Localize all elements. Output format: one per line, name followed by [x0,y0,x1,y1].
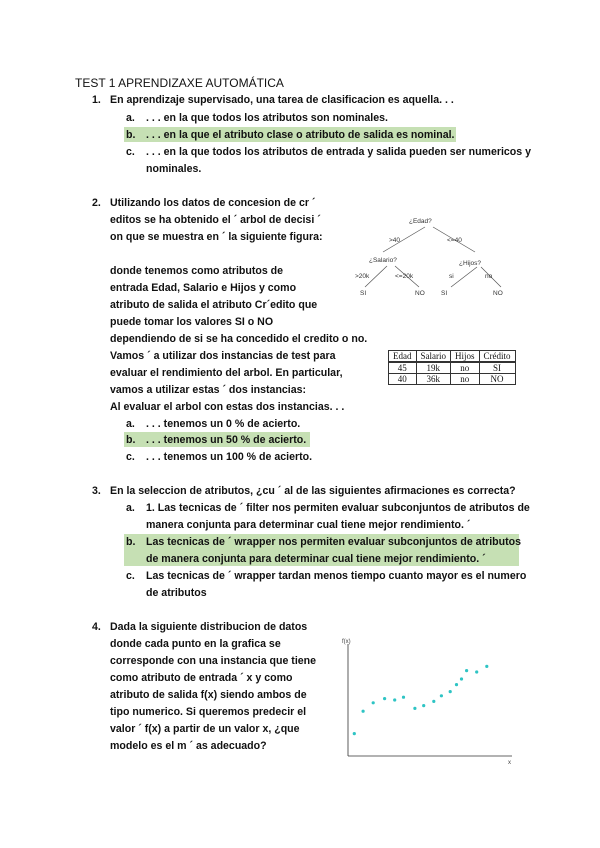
table-cell: 45 [389,362,417,374]
table-header-cell: Salario [416,351,451,363]
question-text: modelo es el m ´ as adecuado? [110,740,267,752]
table-header-row [389,351,516,363]
option-letter: b. [126,536,136,548]
tree-leaf: NO [415,290,425,297]
scatter-point [362,710,365,713]
table-header-cell: Edad [389,351,417,363]
scatter-point [422,704,425,707]
table-row [389,362,516,374]
option-c-text: . . . en la que todos los atributos de entrada y salida pueden ser numericos y [146,146,532,158]
tree-node-hijos: ¿Hijos? [459,260,482,267]
question-text: Vamos ´ a utilizar dos instancias de test para [110,350,336,362]
option-letter: a. [126,112,135,124]
option-letter: a. [126,418,135,430]
table-cell: 19k [416,362,451,374]
table-cell: 36k [416,374,451,385]
option-c-text: Las tecnicas de ´ wrapper tardan menos tiempo cuanto mayor es el numero [146,570,527,582]
table-header-cell: Hijos [451,351,480,363]
scatter-point [372,701,375,704]
question-text: atributo de salida el atributo Cr´edito que [110,299,318,311]
table-cell: 40 [389,374,417,385]
question-number: 4. [92,621,101,633]
page-title: TEST 1 APRENDIZAXE AUTOMÁTICA [75,76,284,90]
table-cell: no [451,362,480,374]
instances-table [388,350,516,385]
scatter-point [393,698,396,701]
question-text: tipo numerico. Si queremos predecir el [110,706,307,718]
option-a-text: . . . en la que todos los atributos son nominales. [146,112,388,124]
question-text: Al evaluar el arbol con estas dos instancias. . . [110,401,345,413]
x-axis-label: x [508,760,511,766]
question-text: entrada Edad, Salario e Hijos y como [110,282,297,294]
scatter-plot [336,634,518,766]
tree-edge-label: no [485,273,493,280]
question-text: donde cada punto en la grafica se [110,638,281,650]
scatter-point [413,707,416,710]
option-b-text: . . . tenemos un 50 % de acierto. [146,434,307,446]
option-c-text: . . . tenemos un 100 % de acierto. [146,451,313,463]
tree-edge-label: si [449,273,454,280]
y-axis-label: f(x) [342,639,351,645]
question-text: como atributo de entrada ´ x y como [110,672,293,684]
scatter-point [449,690,452,693]
question-number: 2. [92,197,101,209]
question-text: donde tenemos como atributos de [110,265,284,277]
option-b-text: Las tecnicas de ´ wrapper nos permiten evaluar subconjuntos de atributos [146,536,521,548]
option-letter: b. [126,434,136,446]
table-header-cell: Crédito [479,351,515,363]
decision-tree-diagram [345,210,520,302]
scatter-point [465,669,468,672]
question-text: evaluar el rendimiento del arbol. En particular, [110,367,343,379]
scatter-point [460,677,463,680]
tree-node-root: ¿Edad? [409,218,432,225]
table-cell: no [451,374,480,385]
option-b-text: . . . en la que el atributo clase o atributo de salida es nominal. [146,129,455,141]
option-b-text: de manera conjunta para determinar cual tiene mejor rendimiento. ´ [146,553,486,565]
question-text: Dada la siguiente distribucion de datos [110,621,308,633]
option-letter: a. [126,502,135,514]
question-number: 3. [92,485,101,497]
question-text: corresponde con una instancia que tiene [110,655,317,667]
tree-edge-label: <=40 [447,237,462,244]
question-stem: En la seleccion de atributos, ¿cu ´ al de las siguientes afirmaciones es correcta? [110,485,516,497]
table-row [389,374,516,385]
tree-edge-label: >20k [355,273,370,280]
question-number: 1. [92,94,101,106]
scatter-point [485,665,488,668]
table-cell: SI [479,362,515,374]
option-a-text: . . . tenemos un 0 % de acierto. [146,418,301,430]
scatter-point [402,696,405,699]
question-text: editos se ha obtenido el ´ arbol de decisi ´ [110,214,321,226]
scatter-point [383,697,386,700]
tree-edge-label: <=20k [395,273,414,280]
table-cell: NO [479,374,515,385]
scatter-point [432,700,435,703]
option-a-text: manera conjunta para determinar cual tiene mejor rendimiento. ´ [146,519,471,531]
scatter-point [353,732,356,735]
option-letter: b. [126,129,136,141]
option-letter: c. [126,146,135,158]
option-a-text: 1. Las tecnicas de ´ filter nos permiten evaluar subconjuntos de atributos de [146,502,530,514]
question-text: valor ´ f(x) a partir de un valor x, ¿que [110,723,300,735]
question-text: dependiendo de si se ha concedido el credito o no. [110,333,368,345]
tree-edge-label: >40 [389,237,401,244]
option-letter: c. [126,570,135,582]
option-c-text: nominales. [146,163,202,175]
question-text: Utilizando los datos de concesion de cr ´ [110,197,316,209]
scatter-point [475,670,478,673]
tree-node-salario: ¿Salario? [369,257,397,264]
tree-leaf: SI [360,290,367,297]
scatter-point [440,694,443,697]
question-text: atributo de salida f(x) siendo ambos de [110,689,307,701]
option-c-text: de atributos [146,587,207,599]
question-text: on que se muestra en ´ la siguiente figura: [110,231,323,243]
question-text: vamos a utilizar estas ´ dos instancias: [110,384,307,396]
option-letter: c. [126,451,135,463]
scatter-point [455,683,458,686]
question-stem: En aprendizaje supervisado, una tarea de clasificacion es aquella. . . [110,94,454,106]
question-text: puede tomar los valores SI o NO [110,316,274,328]
tree-leaf: NO [493,290,503,297]
tree-leaf: SI [441,290,448,297]
